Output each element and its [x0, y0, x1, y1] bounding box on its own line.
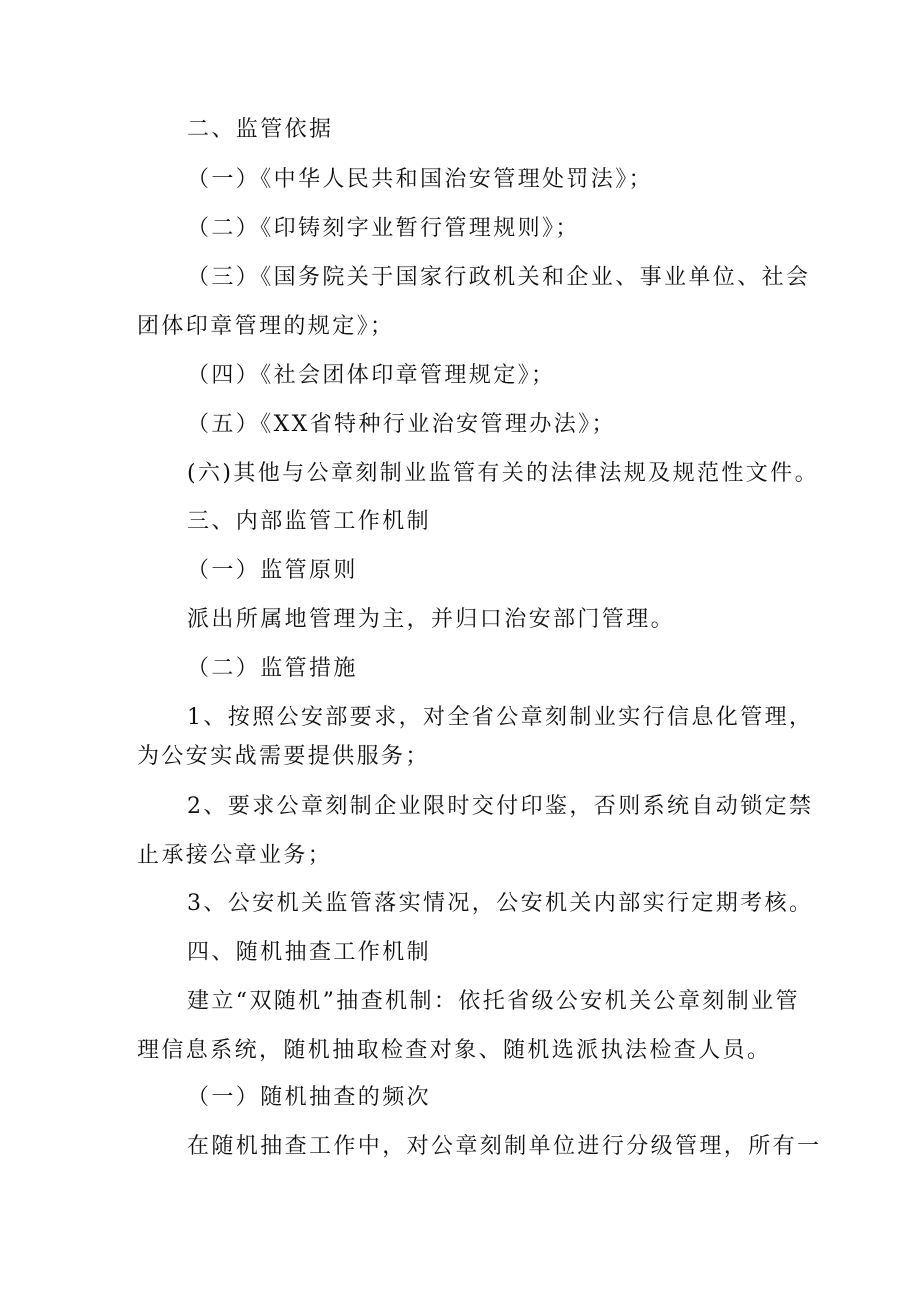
paragraph-line: 为公安实战需要提供服务；: [137, 744, 430, 769]
subsection-heading: （二）监管措施: [187, 656, 358, 681]
paragraph-line: 3、公安机关监管落实情况，公安机关内部实行定期考核。: [187, 891, 814, 916]
paragraph-line: 团体印章管理的规定》；: [137, 314, 395, 339]
paragraph-line: 建立“双随机”抽查机制：依托省级公安机关公章刻制业管: [187, 989, 800, 1014]
section-heading-3: 三、内部监管工作机制: [187, 509, 432, 534]
paragraph-line: 派出所属地管理为主，并归口治安部门管理。: [187, 607, 676, 632]
paragraph-line: （五）《XX省特种行业治安管理办法》；: [187, 412, 616, 437]
paragraph-line: 在随机抽查工作中，对公章刻制单位进行分级管理，所有一: [187, 1134, 822, 1159]
paragraph-line: （三）《国务院关于国家行政机关和企业、事业单位、社会: [187, 265, 811, 290]
subsection-heading: （一）监管原则: [187, 558, 358, 583]
paragraph-line: （四）《社会团体印章管理规定》；: [187, 363, 556, 388]
section-heading-2: 二、监管依据: [187, 117, 334, 142]
paragraph-line: （二）《印铸刻字业暂行管理规则》；: [187, 216, 580, 241]
section-heading-4: 四、随机抽查工作机制: [187, 940, 432, 965]
paragraph-line: 2、要求公章刻制企业限时交付印鉴，否则系统自动锁定禁: [187, 794, 814, 819]
paragraph-line: (六)其他与公章刻制业监管有关的法律法规及规范性文件。: [187, 461, 819, 486]
subsection-heading: （一）随机抽查的频次: [187, 1085, 432, 1110]
paragraph-line: （一）《中华人民共和国治安管理处罚法》；: [187, 167, 654, 192]
paragraph-line: 理信息系统，随机抽取检查对象、随机选派执法检查人员。: [137, 1038, 772, 1063]
paragraph-line: 止承接公章业务；: [137, 843, 333, 868]
paragraph-line: 1、按照公安部要求，对全省公章刻制业实行信息化管理，: [187, 705, 814, 730]
